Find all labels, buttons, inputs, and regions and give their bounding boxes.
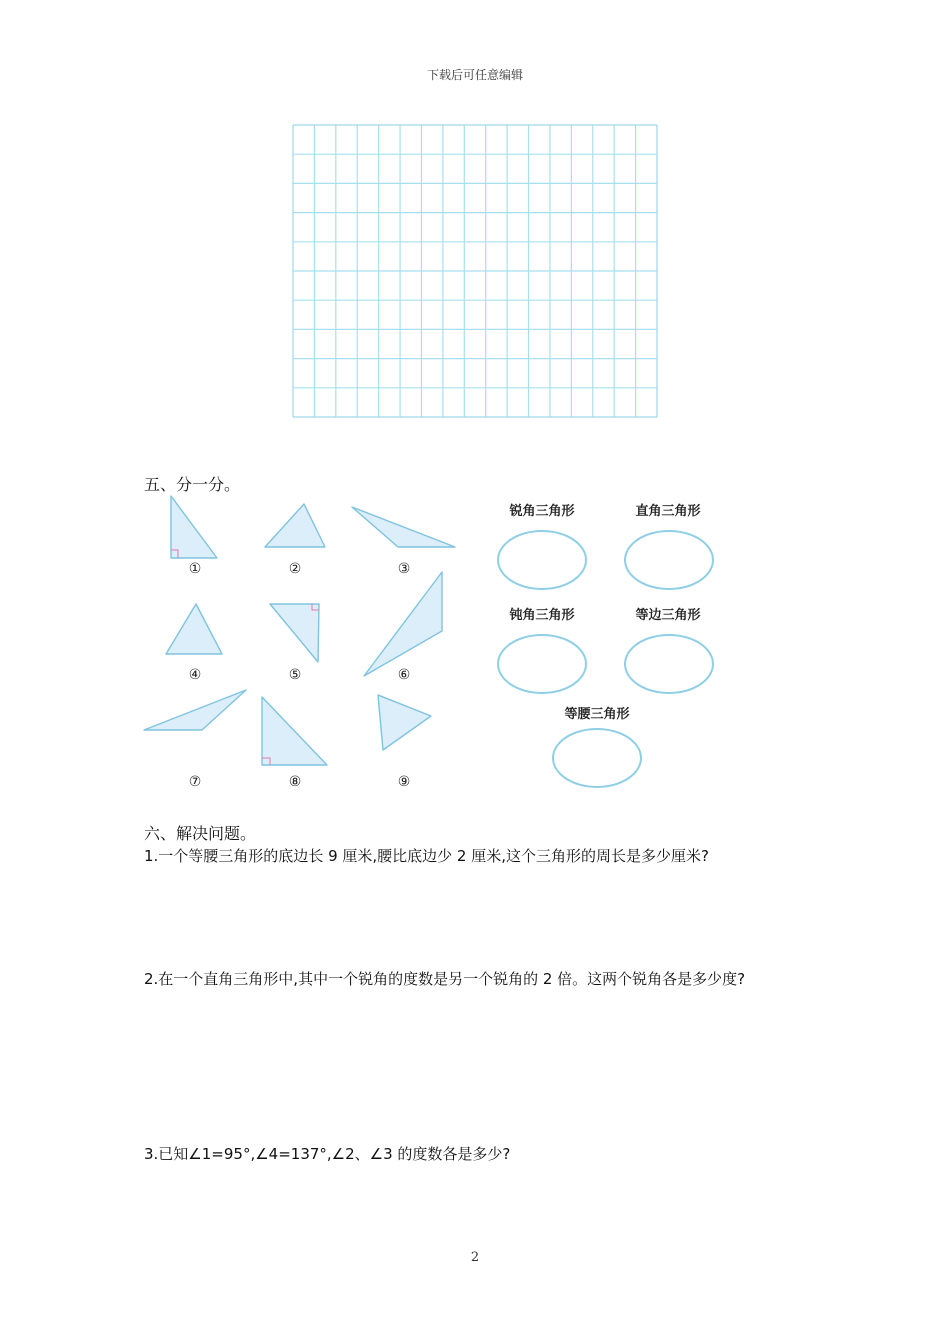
question-1: 1.一个等腰三角形的底边长 9 厘米,腰比底边少 2 厘米,这个三角形的周长是多少厘米? [144,847,709,865]
category-oval-obtuse[interactable] [497,634,587,694]
figure-label: ④ [188,667,202,683]
page-number: 2 [470,1250,480,1265]
figure-label: ① [188,561,202,577]
triangle-6 [364,572,442,676]
figure-label: ③ [397,561,411,577]
triangle-9 [378,695,431,750]
grid-paper [292,124,658,418]
category-oval-right[interactable] [624,530,714,590]
figure-label: ⑤ [288,667,302,683]
category-label-right: 直角三角形 [635,504,701,519]
figure-label: ⑨ [397,774,411,790]
category-label-obtuse: 钝角三角形 [509,608,575,623]
category-oval-equilateral[interactable] [624,634,714,694]
question-2: 2.在一个直角三角形中,其中一个锐角的度数是另一个锐角的 2 倍。这两个锐角各是多少度? [144,970,746,988]
triangle-2 [265,504,325,547]
section-6-title: 六、解决问题。 [144,824,257,843]
figure-label: ⑦ [188,774,202,790]
category-label-acute: 锐角三角形 [509,504,575,519]
category-label-isosceles: 等腰三角形 [564,707,630,722]
triangle-figures [140,494,470,794]
question-3: 3.已知∠1=95°,∠4=137°,∠2、∠3 的度数各是多少? [144,1145,511,1163]
section-5-title: 五、分一分。 [144,475,241,494]
figure-label: ⑥ [397,667,411,683]
triangle-5 [270,604,319,662]
triangle-7 [144,690,246,730]
category-oval-acute[interactable] [497,530,587,590]
triangle-3 [352,507,455,547]
triangle-4 [166,604,222,654]
triangle-1 [171,496,217,558]
category-label-equilateral: 等边三角形 [635,608,701,623]
category-oval-isosceles[interactable] [552,728,642,788]
triangle-8 [262,697,327,765]
figure-label: ⑧ [288,774,302,790]
figure-label: ② [288,561,302,577]
page-header: 下载后可任意编辑 [426,68,523,82]
